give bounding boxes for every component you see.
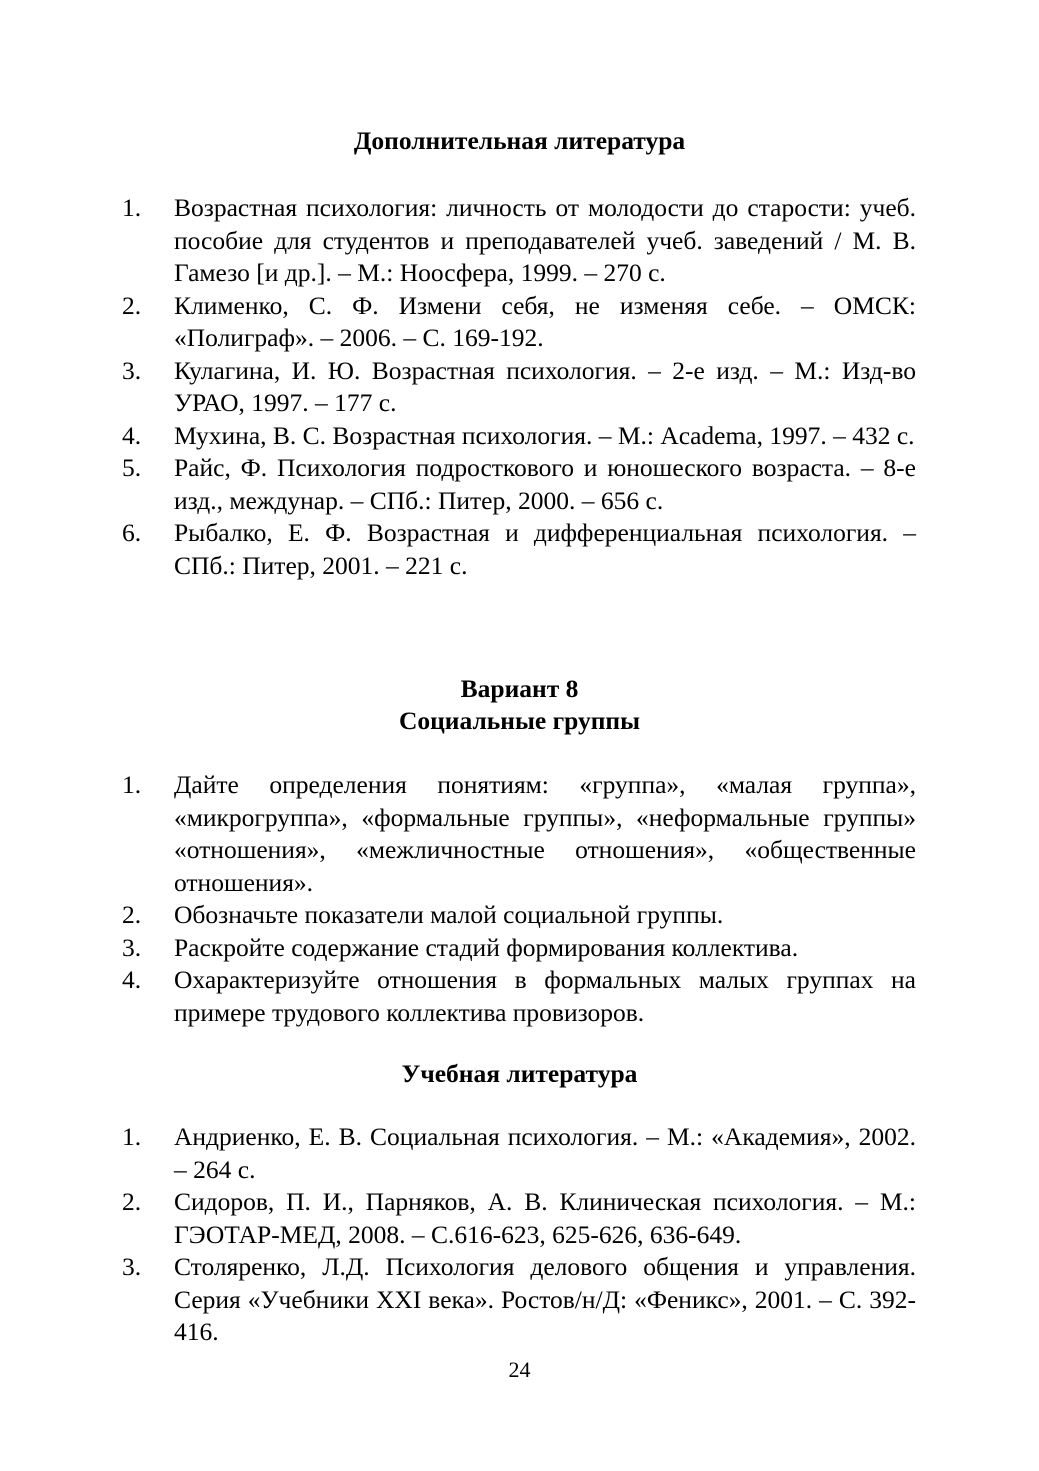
item-text: Райс, Ф. Психология подросткового и юношеского возраста. – 8-е изд., междунар. – СПб.: Питер, 2000. – 656 с. [174,453,916,515]
item-number: 1. [122,1122,142,1151]
item-number: 6. [122,518,142,547]
item-text: Дайте определения понятиям: «группа», «малая группа», «микрогруппа», «формальные группы», «неформальные группы» «отношения», «межличностные отношения», «общественные отношения». [174,770,916,897]
item-number: 5. [122,453,142,482]
educational-literature-heading: Учебная литература [401,1059,638,1088]
item-number: 2. [122,1187,142,1216]
item-text: Охарактеризуйте отношения в формальных малых группах на примере трудового коллектива провизоров. [174,965,916,1027]
list-item [122,517,916,582]
list-item [122,1251,916,1349]
item-text: Рыбалко, Е. Ф. Возрастная и дифференциальная психология. – СПб.: Питер, 2001. – 221 с. [174,518,916,580]
list-item [122,355,916,420]
educational-literature-list [122,1121,916,1349]
variant-task-list [122,769,916,1029]
item-text: Клименко, С. Ф. Измени себя, не изменяя себе. – ОМСК: «Полиграф». – 2006. – С. 169-192. [174,290,916,352]
item-text: Столяренко, Л.Д. Психология делового общения и управления. Серия «Учебники XXI века». Ростов/н/Д: «Феникс», 2001. – С. 392-416. [174,1252,916,1346]
list-item [122,899,916,932]
list-item [122,1186,916,1251]
item-text: Возрастная психология: личность от молодости до старости: учеб. пособие для студентов и преподавателей учеб. заведений / М. В. Гамезо [и др.]. – М.: Ноосфера, 1999. – 270 с. [174,193,916,287]
additional-literature-list [122,192,916,582]
item-text: Сидоров, П. И., Парняков, А. В. Клиническая психология. – М.: ГЭОТАР-МЕД, 2008. – С.616-623, 625-626, 636-649. [174,1187,916,1249]
list-item [122,769,916,899]
item-text: Обозначьте показатели малой социальной группы. [174,900,724,929]
variant-subtitle: Социальные группы [398,706,641,735]
item-number: 4. [122,965,142,994]
item-number: 2. [122,900,142,929]
list-item [122,964,916,1029]
item-text: Андриенко, Е. В. Социальная психология. – М.: «Академия», 2002. – 264 с. [174,1122,916,1184]
page-number: 24 [508,1357,531,1382]
item-number: 3. [122,1252,142,1281]
item-text: Кулагина, И. Ю. Возрастная психология. – 2-е изд. – М.: Изд-во УРАО, 1997. – 177 с. [174,355,916,417]
item-number: 1. [122,770,142,799]
list-item [122,1121,916,1186]
item-number: 4. [122,420,142,450]
item-number: 3. [122,932,142,962]
list-item [122,290,916,355]
additional-literature-heading: Дополнительная литература [353,126,686,155]
item-number: 3. [122,355,142,385]
item-number: 2. [122,290,142,320]
list-item [122,932,916,965]
item-text: Мухина, В. С. Возрастная психология. – М.: Academa, 1997. – 432 с. [174,420,915,450]
variant-title: Вариант 8 [460,674,579,703]
list-item [122,420,916,453]
list-item [122,452,916,517]
item-text: Раскройте содержание стадий формирования коллектива. [174,932,799,962]
list-item [122,192,916,290]
item-number: 1. [122,193,142,222]
